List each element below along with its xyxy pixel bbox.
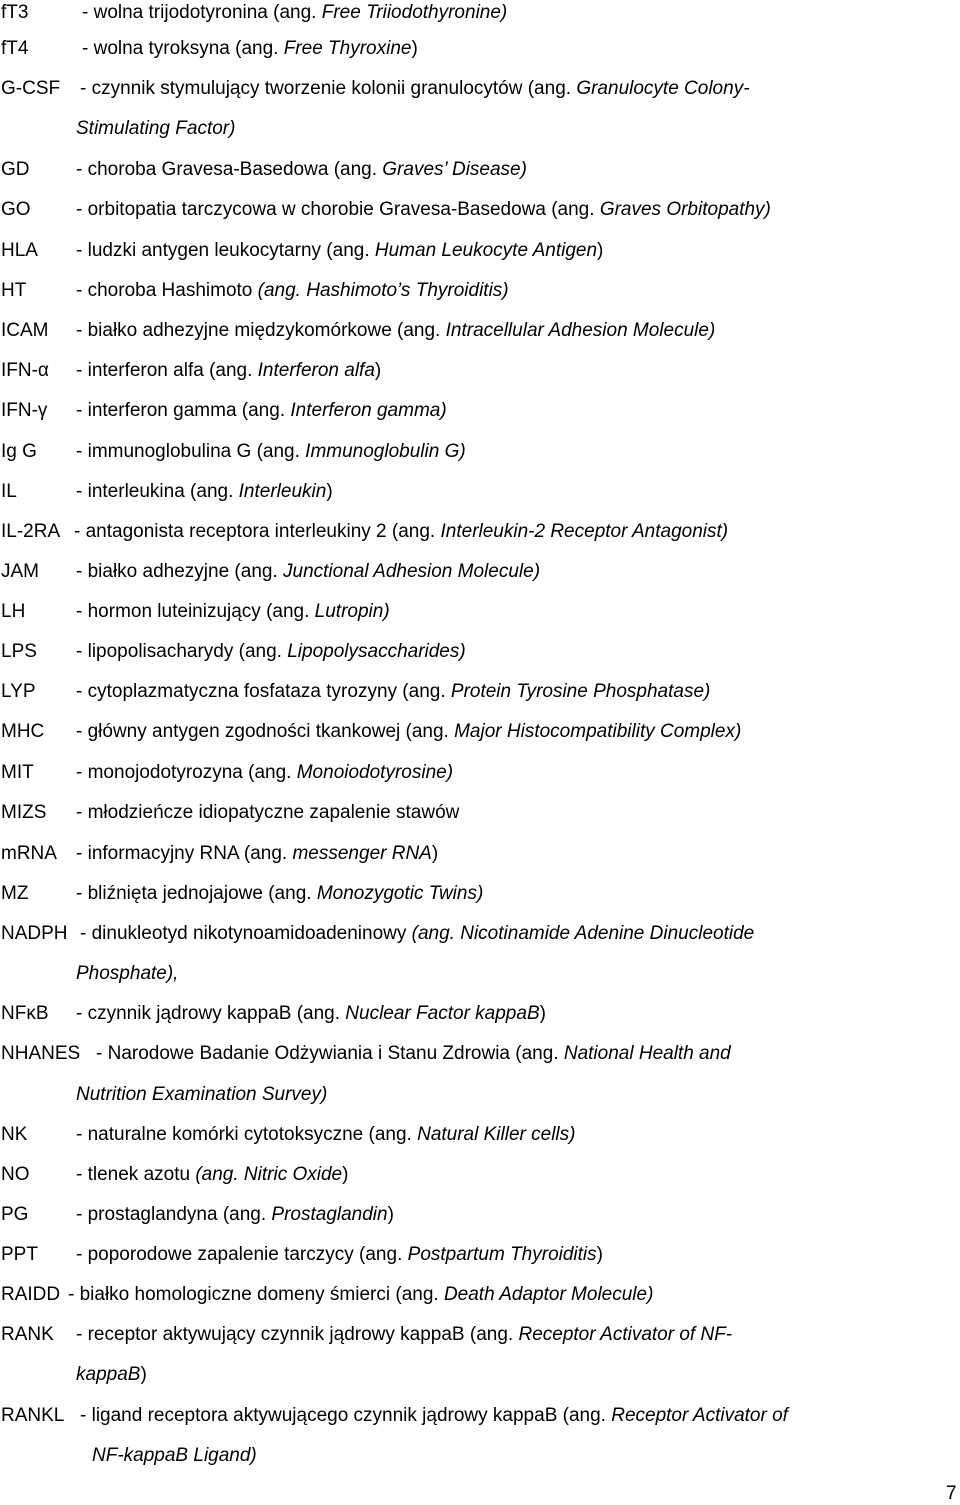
english-term: Interleukin-2 Receptor Antagonist) bbox=[440, 521, 729, 542]
english-term: Nuclear Factor kappaB bbox=[345, 1003, 540, 1024]
definition: - Narodowe Badanie Odżywiania i Stanu Zdrowia (ang. National Health and bbox=[96, 1043, 731, 1064]
english-term: (ang. Nitric Oxide bbox=[195, 1164, 343, 1185]
english-term: Phosphate), bbox=[76, 963, 179, 984]
english-term: Immunoglobulin G) bbox=[305, 441, 466, 462]
english-term: Granulocyte Colony- bbox=[576, 78, 750, 99]
definition: - lipopolisacharydy (ang. Lipopolysaccharides) bbox=[76, 641, 466, 662]
abbreviation: IL-2RA bbox=[1, 521, 61, 542]
english-term: Nutrition Examination Survey) bbox=[76, 1084, 328, 1105]
definition: - bliźnięta jednojajowe (ang. Monozygotic Twins) bbox=[76, 883, 484, 904]
definition: - hormon luteinizujący (ang. Lutropin) bbox=[76, 601, 390, 622]
english-term: Lipopolysaccharides) bbox=[287, 641, 466, 662]
definition: - choroba Hashimoto (ang. Hashimoto’s Thyroiditis) bbox=[76, 280, 509, 301]
abbreviation: PG bbox=[1, 1204, 29, 1225]
definition: kappaB) bbox=[76, 1364, 147, 1385]
english-term: Protein Tyrosine Phosphatase) bbox=[450, 681, 711, 702]
english-term: National Health and bbox=[563, 1043, 731, 1064]
english-term: Interleukin bbox=[238, 481, 327, 502]
abbreviation: Ig G bbox=[1, 441, 37, 462]
english-term: Free Thyroxine bbox=[283, 38, 412, 59]
abbreviation: NO bbox=[1, 1164, 30, 1185]
definition: - czynnik jądrowy kappaB (ang. Nuclear Factor kappaB) bbox=[76, 1003, 546, 1024]
abbreviation: LYP bbox=[1, 681, 36, 702]
abbreviation: MIT bbox=[1, 762, 34, 783]
definition: - monojodotyrozyna (ang. Monoiodotyrosine) bbox=[76, 762, 454, 783]
english-term: Receptor Activator of bbox=[611, 1405, 788, 1426]
english-term: Monoiodotyrosine) bbox=[296, 762, 454, 783]
english-term: Receptor Activator of NF- bbox=[518, 1324, 733, 1345]
abbreviation: MHC bbox=[1, 721, 45, 742]
abbreviation: MZ bbox=[1, 883, 29, 904]
abbreviation: IL bbox=[1, 481, 17, 502]
english-term: Human Leukocyte Antigen bbox=[374, 240, 598, 261]
definition: - immunoglobulina G (ang. Immunoglobulin G) bbox=[76, 441, 466, 462]
abbreviation: fT4 bbox=[1, 38, 29, 59]
abbreviation: fT3 bbox=[1, 2, 29, 23]
english-term: Interferon alfa bbox=[257, 360, 375, 381]
abbreviation: ICAM bbox=[1, 320, 49, 341]
definition: - informacyjny RNA (ang. messenger RNA) bbox=[76, 843, 439, 864]
english-term: Stimulating Factor) bbox=[76, 118, 236, 139]
definition: - czynnik stymulujący tworzenie kolonii granulocytów (ang. Granulocyte Colony- bbox=[80, 78, 750, 99]
english-term: NF-kappaB Ligand) bbox=[92, 1445, 257, 1466]
definition: - wolna tyroksyna (ang. Free Thyroxine) bbox=[82, 38, 418, 59]
abbreviation: IFN-α bbox=[1, 360, 49, 381]
abbreviation: LPS bbox=[1, 641, 37, 662]
definition: - dinukleotyd nikotynoamidoadeninowy (ang. Nicotinamide Adenine Dinucleotide bbox=[80, 923, 755, 944]
english-term: Major Histocompatibility Complex) bbox=[454, 721, 742, 742]
english-term: Natural Killer cells) bbox=[417, 1124, 576, 1145]
page-number: 7 bbox=[946, 1483, 957, 1504]
english-term: messenger RNA bbox=[292, 843, 432, 864]
english-term: (ang. Hashimoto’s Thyroiditis) bbox=[257, 280, 509, 301]
definition: - wolna trijodotyronina (ang. Free Triiodothyronine) bbox=[82, 2, 508, 23]
definition: - białko adhezyjne (ang. Junctional Adhesion Molecule) bbox=[76, 561, 541, 582]
english-term: Intracellular Adhesion Molecule) bbox=[445, 320, 716, 341]
abbreviation: NFκB bbox=[1, 1003, 49, 1024]
english-term: Prostaglandin bbox=[271, 1204, 388, 1225]
definition: - interleukina (ang. Interleukin) bbox=[76, 481, 333, 502]
abbreviation: HLA bbox=[1, 240, 38, 261]
definition: - tlenek azotu (ang. Nitric Oxide) bbox=[76, 1164, 349, 1185]
abbreviation: LH bbox=[1, 601, 26, 622]
abbreviation: GO bbox=[1, 199, 31, 220]
abbreviation: GD bbox=[1, 159, 30, 180]
definition: - antagonista receptora interleukiny 2 (ang. Interleukin-2 Receptor Antagonist) bbox=[74, 521, 729, 542]
english-term: Junctional Adhesion Molecule) bbox=[283, 561, 541, 582]
english-term: Death Adaptor Molecule) bbox=[443, 1284, 654, 1305]
abbreviation: PPT bbox=[1, 1244, 38, 1265]
definition: - orbitopatia tarczycowa w chorobie Gravesa-Basedowa (ang. Graves Orbitopathy) bbox=[76, 199, 771, 220]
english-term: Free Triiodothyronine) bbox=[321, 2, 508, 23]
abbreviation: HT bbox=[1, 280, 27, 301]
abbreviation: RAIDD bbox=[1, 1284, 61, 1305]
english-term: Graves’ Disease) bbox=[382, 159, 527, 180]
definition: - naturalne komórki cytotoksyczne (ang. Natural Killer cells) bbox=[76, 1124, 576, 1145]
definition: - białko adhezyjne międzykomórkowe (ang. Intracellular Adhesion Molecule) bbox=[76, 320, 716, 341]
definition: - choroba Gravesa-Basedowa (ang. Graves’ Disease) bbox=[76, 159, 527, 180]
definition: - białko homologiczne domeny śmierci (ang. Death Adaptor Molecule) bbox=[68, 1284, 654, 1305]
definition: - receptor aktywujący czynnik jądrowy kappaB (ang. Receptor Activator of NF- bbox=[76, 1324, 733, 1345]
english-term: kappaB bbox=[76, 1364, 141, 1385]
english-term: Lutropin) bbox=[314, 601, 390, 622]
abbreviation: NHANES bbox=[1, 1043, 81, 1064]
definition: - ligand receptora aktywującego czynnik jądrowy kappaB (ang. Receptor Activator of bbox=[80, 1405, 788, 1426]
definition: - poporodowe zapalenie tarczycy (ang. Postpartum Thyroiditis) bbox=[76, 1244, 603, 1265]
english-term: Interferon gamma) bbox=[290, 400, 447, 421]
definition: - cytoplazmatyczna fosfataza tyrozyny (ang. Protein Tyrosine Phosphatase) bbox=[76, 681, 711, 702]
abbreviation: MIZS bbox=[1, 802, 47, 823]
abbreviation: G-CSF bbox=[1, 78, 61, 99]
abbreviation: JAM bbox=[1, 561, 39, 582]
definition: - interferon alfa (ang. Interferon alfa) bbox=[76, 360, 382, 381]
english-term: (ang. Nicotinamide Adenine Dinucleotide bbox=[411, 923, 755, 944]
definition: - główny antygen zgodności tkankowej (ang. Major Histocompatibility Complex) bbox=[76, 721, 742, 742]
abbreviation: RANK bbox=[1, 1324, 54, 1345]
abbreviation: NK bbox=[1, 1124, 28, 1145]
definition: - młodzieńcze idiopatyczne zapalenie stawów bbox=[76, 802, 460, 823]
definition: - ludzki antygen leukocytarny (ang. Human Leukocyte Antigen) bbox=[76, 240, 604, 261]
abbreviation: IFN-γ bbox=[1, 400, 48, 421]
english-term: Graves Orbitopathy) bbox=[599, 199, 771, 220]
abbreviation: NADPH bbox=[1, 923, 68, 944]
english-term: Postpartum Thyroiditis bbox=[407, 1244, 597, 1265]
definition: - prostaglandyna (ang. Prostaglandin) bbox=[76, 1204, 394, 1225]
english-term: Monozygotic Twins) bbox=[316, 883, 484, 904]
abbreviation: mRNA bbox=[1, 843, 57, 864]
abbreviation: RANKL bbox=[1, 1405, 65, 1426]
definition: - interferon gamma (ang. Interferon gamma) bbox=[76, 400, 447, 421]
